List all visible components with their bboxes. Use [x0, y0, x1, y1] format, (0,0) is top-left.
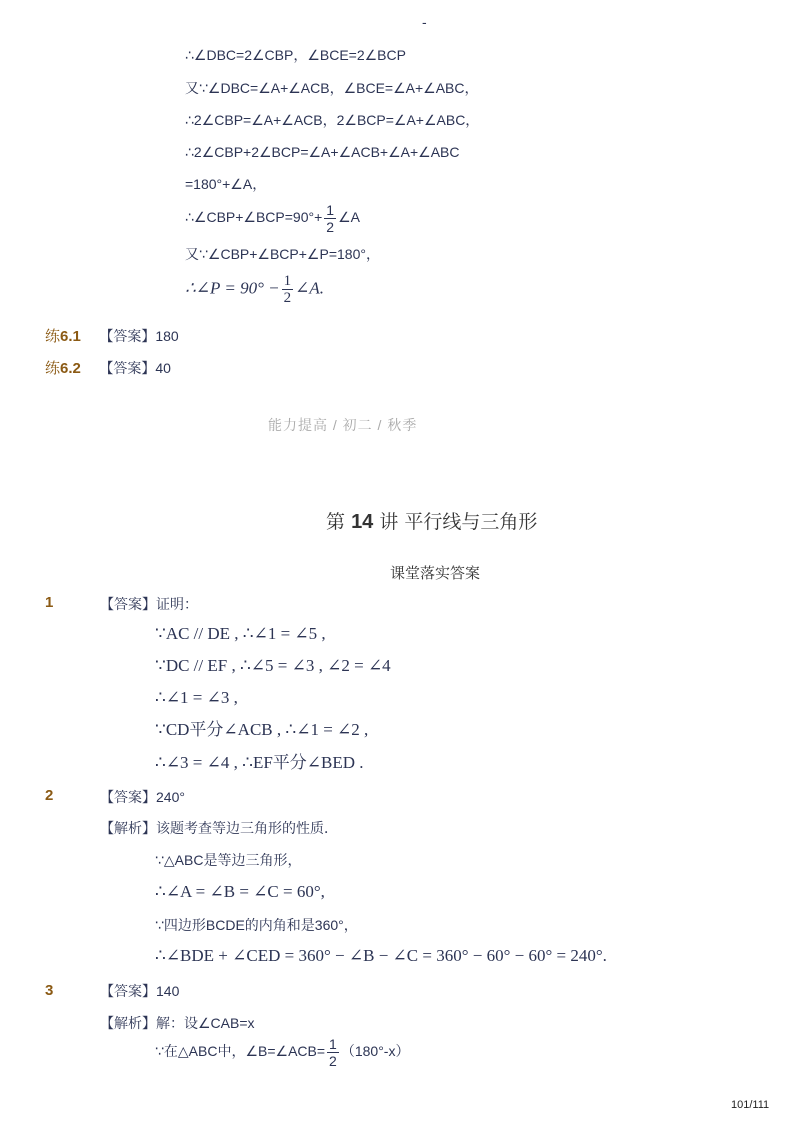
question-number: 2 — [45, 787, 54, 804]
proof-line-8-text: ∴∠P = 90° − — [185, 278, 280, 298]
answer-value: 240° — [156, 789, 185, 805]
proof-line-3: ∴2∠CBP=∠A+∠ACB，2∠BCP=∠A+∠ABC， — [185, 112, 480, 128]
analysis-tag: 【解析】 — [100, 1015, 156, 1031]
proof-line-5: =180°+∠A， — [185, 176, 267, 192]
analysis-text: 该题考查等边三角形的性质． — [156, 820, 338, 836]
practice-label: 练6.2 — [45, 360, 81, 377]
q2-line-1: ∵△ABC是等边三角形， — [155, 852, 302, 868]
proof-line-8-angle: ∠A. — [295, 278, 325, 298]
fraction-half — [324, 202, 336, 235]
q2-line-2: ∴∠A = ∠B = ∠C = 60°, — [155, 882, 325, 901]
q3-line-1-text: ∵在△ABC中，∠B=∠ACB= — [155, 1043, 326, 1060]
analysis-text: 解：设∠CAB=x — [156, 1015, 255, 1031]
proof-line-6-text: ∴∠CBP+∠BCP=90°+ — [185, 209, 323, 226]
proof-line-1: ∴∠DBC=2∠CBP，∠BCE=2∠BCP — [185, 47, 406, 63]
q1-line-1: ∵AC // DE , ∴∠1 = ∠5 , — [155, 624, 326, 643]
top-mark: - — [422, 14, 427, 30]
q2-line-3: ∵四边形BCDE的内角和是360°， — [155, 917, 358, 933]
fraction-numerator: 1 — [329, 1036, 337, 1052]
proof-line-6 — [185, 202, 360, 235]
q3-answer — [100, 983, 179, 999]
question-number: 1 — [45, 594, 54, 611]
proof-line-8 — [185, 273, 324, 306]
q1-line-2: ∵DC // EF , ∴∠5 = ∠3 , ∠2 = ∠4 — [155, 656, 391, 675]
fraction-denominator: 2 — [329, 1053, 337, 1069]
q2-analysis-head — [100, 820, 338, 836]
page-number: 101/111 — [731, 1099, 770, 1111]
fraction-denominator: 2 — [326, 219, 335, 235]
q3-line-1-tail: （180°-x） — [340, 1043, 410, 1060]
proof-line-4: ∴2∠CBP+2∠BCP=∠A+∠ACB+∠A+∠ABC — [185, 144, 460, 160]
answer-tag: 【答案】 — [99, 328, 156, 344]
fraction-half — [282, 273, 294, 306]
proof-line-7: 又∵∠CBP+∠BCP+∠P=180°， — [185, 246, 380, 262]
answer-tag: 【答案】 — [100, 596, 156, 612]
fraction-numerator: 1 — [326, 202, 335, 218]
page-footer: 能力提高 / 初二 / 秋季 — [268, 417, 418, 433]
q1-line-3: ∴∠1 = ∠3 , — [155, 688, 238, 707]
q2-answer — [100, 789, 185, 805]
q1-line-4: ∵CD平分∠ACB , ∴∠1 = ∠2 , — [155, 720, 369, 739]
answer-value: 140 — [156, 983, 180, 999]
fraction-numerator: 1 — [283, 273, 292, 289]
practice-6-2 — [45, 357, 171, 378]
q2-line-4: ∴∠BDE + ∠CED = 360° − ∠B − ∠C = 360° − 60° − 60° = 240°. — [155, 946, 607, 965]
analysis-tag: 【解析】 — [100, 820, 156, 836]
answer-text: 证明： — [156, 596, 198, 612]
answer-tag: 【答案】 — [100, 789, 156, 805]
answer-value: 180 — [155, 328, 179, 344]
answer-tag: 【答案】 — [99, 360, 156, 376]
section-title: 课堂落实答案 — [390, 564, 481, 582]
answer-value: 40 — [155, 360, 171, 376]
question-number: 3 — [45, 982, 54, 999]
q1-answer-head — [100, 596, 198, 612]
proof-line-6-angle: ∠A — [338, 209, 360, 226]
fraction-half — [327, 1036, 339, 1069]
q3-line-1 — [155, 1036, 409, 1069]
lecture-title: 第 14 讲 平行线与三角形 — [326, 511, 538, 533]
fraction-denominator: 2 — [283, 290, 292, 306]
practice-6-1 — [45, 325, 179, 346]
proof-line-2: 又∵∠DBC=∠A+∠ACB，∠BCE=∠A+∠ABC， — [185, 80, 479, 96]
q1-line-5: ∴∠3 = ∠4 , ∴EF平分∠BED . — [155, 753, 364, 772]
answer-tag: 【答案】 — [100, 983, 156, 999]
q3-analysis-head — [100, 1015, 255, 1031]
practice-label: 练6.1 — [45, 328, 81, 345]
